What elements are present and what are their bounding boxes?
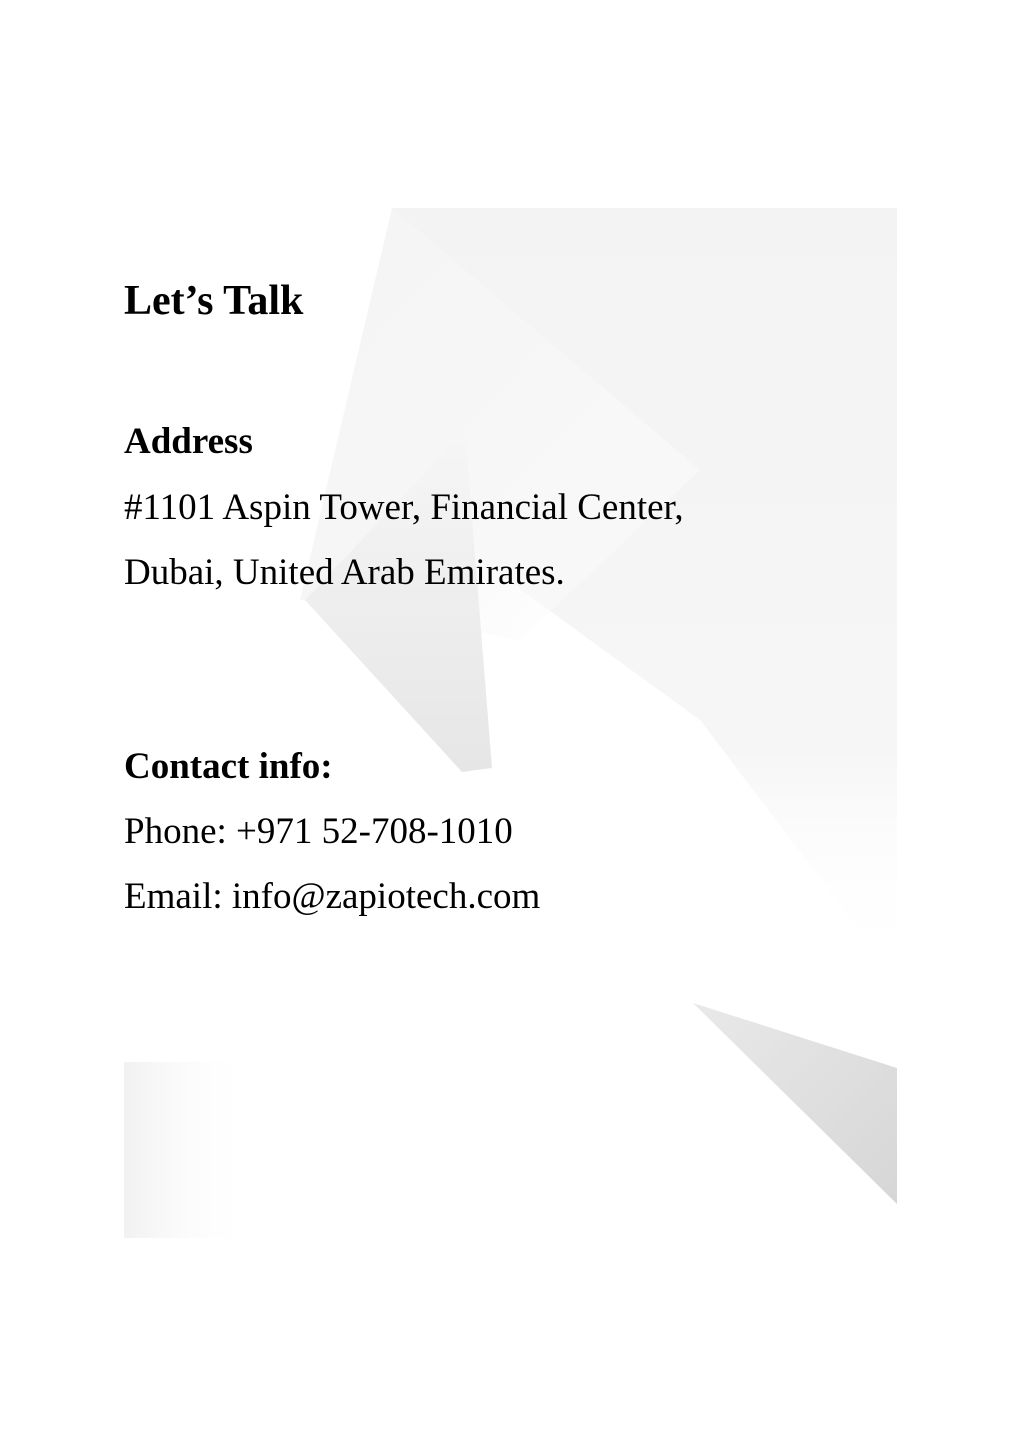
phone-text: Phone: +971 52-708-1010 [124,811,513,852]
contact-heading: Contact info: [124,746,333,787]
email-text: Email: info@zapiotech.com [124,876,541,917]
page-title: Let’s Talk [124,278,304,324]
address-line-2: Dubai, United Arab Emirates. [124,552,565,593]
address-heading: Address [124,421,253,462]
address-line-1: #1101 Aspin Tower, Financial Center, [124,487,684,528]
